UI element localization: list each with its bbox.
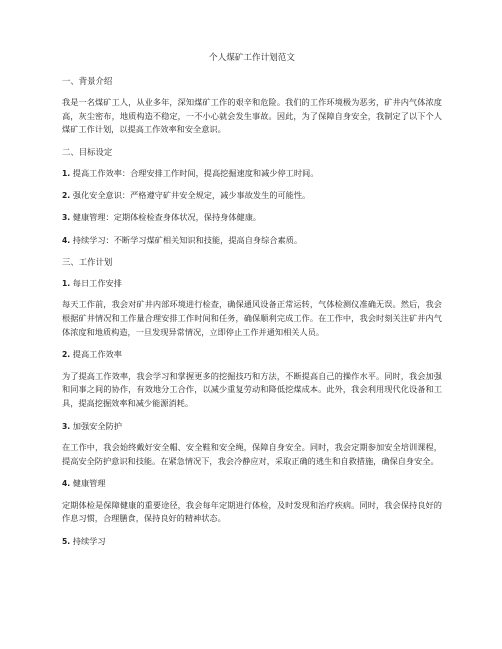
plan-title: 健康管理 — [72, 478, 106, 489]
section-heading-goals: 二、目标设定 — [62, 146, 113, 157]
plan-subheading — [62, 348, 442, 361]
plan-title: 加强安全防护 — [72, 420, 122, 431]
goal-text: 健康管理：定期体检检查身体状况，保持身体健康。 — [72, 212, 262, 223]
plan-title: 提高工作效率 — [72, 349, 122, 360]
goal-item — [62, 167, 442, 180]
plan-paragraph: 为了提高工作效率，我会学习和掌握更多的挖掘技巧和方法，不断提高自己的操作水平。同时，我会加强和同事之间的协作，有效地分工合作，以减少重复劳动和降低挖煤成本。此外，我会利用现代化设备和工具，提高挖掘效率和减少能源消耗。 — [62, 370, 442, 408]
section-heading-background: 一、背景介绍 — [62, 76, 113, 86]
plan-title: 每日工作安排 — [72, 277, 122, 288]
goal-item — [62, 211, 442, 224]
background-paragraph: 我是一名煤矿工人，从业多年，深知煤矿工作的艰辛和危险。我们的工作环境极为恶劣，矿井内气体浓度高，灰尘密布，地质构造不稳定，一不小心就会发生事故。因此，为了保障自身安全，我制定了以下个人煤矿工作计划，以提高工作效率和安全意识。 — [62, 97, 442, 135]
goal-text: 强化安全意识：严格遵守矿井安全规定，减少事故发生的可能性。 — [72, 190, 311, 201]
goal-number: 4. — [62, 235, 71, 245]
goal-text: 提高工作效率：合理安排工作时间，提高挖掘速度和减少停工时间。 — [72, 167, 319, 178]
document-title: 个人煤矿工作计划范文 — [209, 53, 295, 63]
goal-number: 2. — [62, 191, 71, 201]
plan-number: 5. — [62, 536, 71, 546]
plan-paragraph: 定期体检是保障健康的重要途径，我会每年定期进行体检，及时发现和治疗疾病。同时，我会保持良好的作息习惯，合理膳食，保持良好的精神状态。 — [62, 499, 442, 524]
plan-number: 2. — [62, 350, 71, 360]
plan-number: 4. — [62, 479, 71, 489]
document-page — [62, 52, 442, 556]
plan-paragraph: 每天工作前，我会对矿井内部环境进行检查，确保通风设备正常运转，气体检测仪准确无误。然后，我会根据矿井情况和工作量合理安排工作时间和任务，确保顺利完成工作。在工作中，我会时刻关注矿井内气体浓度和地质构造，一旦发现异常情况，立即停止工作并通知相关人员。 — [62, 299, 442, 337]
goal-item — [62, 189, 442, 202]
goal-number: 1. — [62, 168, 71, 178]
goal-number: 3. — [62, 213, 71, 223]
plan-title: 持续学习 — [72, 535, 106, 546]
plan-number: 1. — [62, 278, 71, 288]
plan-subheading — [62, 477, 442, 490]
plan-subheading — [62, 277, 442, 290]
plan-subheading — [62, 535, 442, 548]
plan-number: 3. — [62, 421, 71, 431]
goal-item — [62, 234, 442, 247]
plan-paragraph: 在工作中，我会始终戴好安全帽、安全鞋和安全绳，保障自身安全。同时，我会定期参加安全培训课程，提高安全防护意识和技能。在紧急情况下，我会冷静应对，采取正确的逃生和自救措施，确保自身安全。 — [62, 442, 442, 466]
section-heading-plan: 三、工作计划 — [62, 256, 113, 267]
goal-text: 持续学习：不断学习煤矿相关知识和技能，提高自身综合素质。 — [72, 234, 303, 245]
plan-subheading — [62, 420, 442, 433]
